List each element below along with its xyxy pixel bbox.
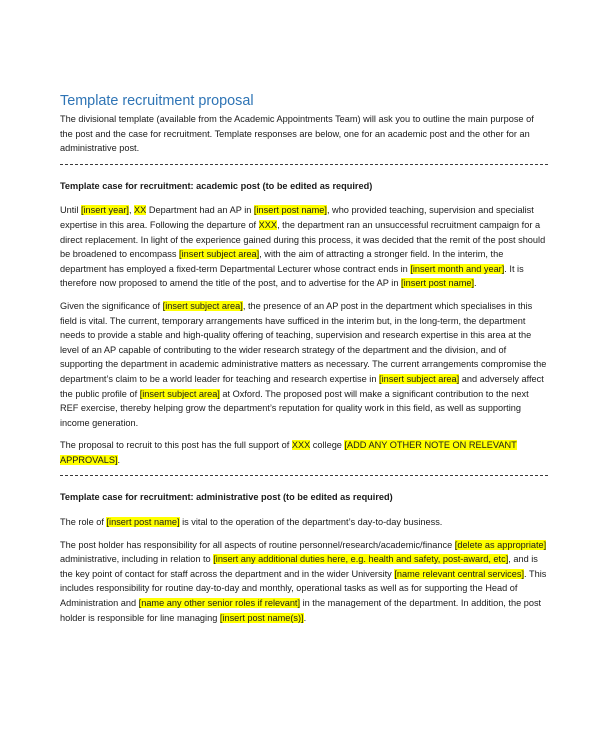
text-run: administrative, including in relation to — [60, 554, 214, 565]
text-run: The role of — [60, 517, 107, 528]
document-content — [60, 92, 548, 633]
text-run: . — [303, 612, 307, 623]
text-run: at Oxford. The proposed post will make a significant contribution to the next REF exercise, thereby helping grow the department’s reputation for quality work in this field, as well as supporting income generation. — [60, 388, 529, 428]
academic-section-heading: Template case for recruitment: academic post (to be edited as required) — [60, 180, 373, 191]
placeholder-highlight: [delete as appropriate] — [454, 539, 547, 550]
text-run: . It is therefore now proposed to amend the title of the post, and to advertise for the AP in — [60, 263, 524, 289]
intro-paragraph: The divisional template (available from the Academic Appointments Team) will ask you to outline the main purpose of the post and the case for recruitment. Template responses are below, one for an academic post and the other for an administrative post. — [60, 114, 534, 154]
placeholder-highlight: [name relevant central services] — [394, 568, 525, 579]
text-run: , the presence of an AP post in the department which specialises in this field is vital. The current, temporary arrangements have sufficed in the interim but, in the long-term, the department needs to provide a stable and high-quality offering of teaching, supervision and research expertise in this area at the level of an AP capable of contributing to the wider research strategy of the department and the division, and of supporting the department in academic administrative matters as necessary. The current arrangements compromise the department’s claim to be a world leader for teaching and research expertise in — [60, 300, 547, 384]
placeholder-highlight: [insert subject area] — [162, 300, 243, 311]
text-run: The post holder has responsibility for all aspects of routine personnel/research/academic/finance — [60, 539, 455, 550]
administrative-section-heading: Template case for recruitment: administrative post (to be edited as required) — [60, 492, 393, 503]
text-run: , — [128, 205, 135, 216]
section-divider — [60, 164, 548, 165]
text-run: Given the significance of — [60, 300, 163, 311]
academic-paragraph-2 — [60, 299, 548, 430]
text-run: is vital to the operation of the department’s day-to-day business. — [179, 517, 443, 528]
placeholder-highlight: [insert subject area] — [139, 388, 220, 399]
text-run: . — [117, 454, 121, 465]
placeholder-highlight: [insert subject area] — [379, 373, 460, 384]
text-run: Until — [60, 205, 81, 216]
placeholder-highlight: [insert subject area] — [179, 249, 260, 260]
placeholder-highlight: [insert post name] — [253, 205, 327, 216]
text-run: in the management of the department. In addition, the post holder is responsible for line managing — [60, 598, 542, 623]
document-title: Template recruitment proposal — [60, 93, 254, 109]
placeholder-highlight: XXX — [291, 440, 311, 451]
placeholder-highlight: [insert post name(s)] — [219, 612, 304, 623]
placeholder-highlight: [insert post name] — [401, 278, 475, 289]
text-run: The proposal to recruit to this post has the full support of — [60, 440, 292, 451]
placeholder-highlight: [name any other senior roles if relevant] — [138, 598, 301, 609]
placeholder-highlight: [insert month and year] — [410, 263, 505, 274]
placeholder-highlight: [insert post name] — [106, 517, 180, 528]
placeholder-highlight: XXX — [258, 219, 278, 230]
text-run: , and is the key point of contact for staff across the department and in the wider University — [60, 554, 538, 579]
text-run: . — [474, 278, 477, 289]
administrative-paragraph-2 — [60, 538, 548, 626]
text-run: and adversely affect the public profile of — [60, 373, 544, 399]
academic-paragraph-3 — [60, 438, 548, 467]
placeholder-highlight: [insert any additional duties here, e.g. health and safety, post-award, etc] — [213, 554, 509, 565]
section-divider — [60, 475, 548, 476]
text-run: college — [310, 440, 345, 451]
text-run: , the department ran an unsuccessful recruitment campaign for a direct replacement. In light of the experience gained during this process, it was decided that the remit of the post should be broadened to encompass — [60, 219, 546, 260]
administrative-paragraph-1 — [60, 515, 548, 530]
placeholder-highlight: [insert year] — [80, 205, 129, 216]
text-run: , with the aim of attracting a stronger field. In the interim, the department has employed a fixed-term Departmental Lecturer whose contract ends in — [60, 249, 504, 274]
text-run: . This includes responsibility for routine day-to-day and monthly, operational tasks as well as for supporting the Head of Administration and — [60, 568, 547, 609]
text-run: Department had an AP in — [146, 205, 254, 216]
placeholder-highlight: XX — [134, 205, 147, 216]
academic-paragraph-1 — [60, 203, 548, 291]
text-run: , who provided teaching, supervision and specialist expertise in this area. Following the departure of — [60, 205, 534, 230]
placeholder-highlight: [ADD ANY OTHER NOTE ON RELEVANT APPROVALS] — [60, 440, 517, 465]
